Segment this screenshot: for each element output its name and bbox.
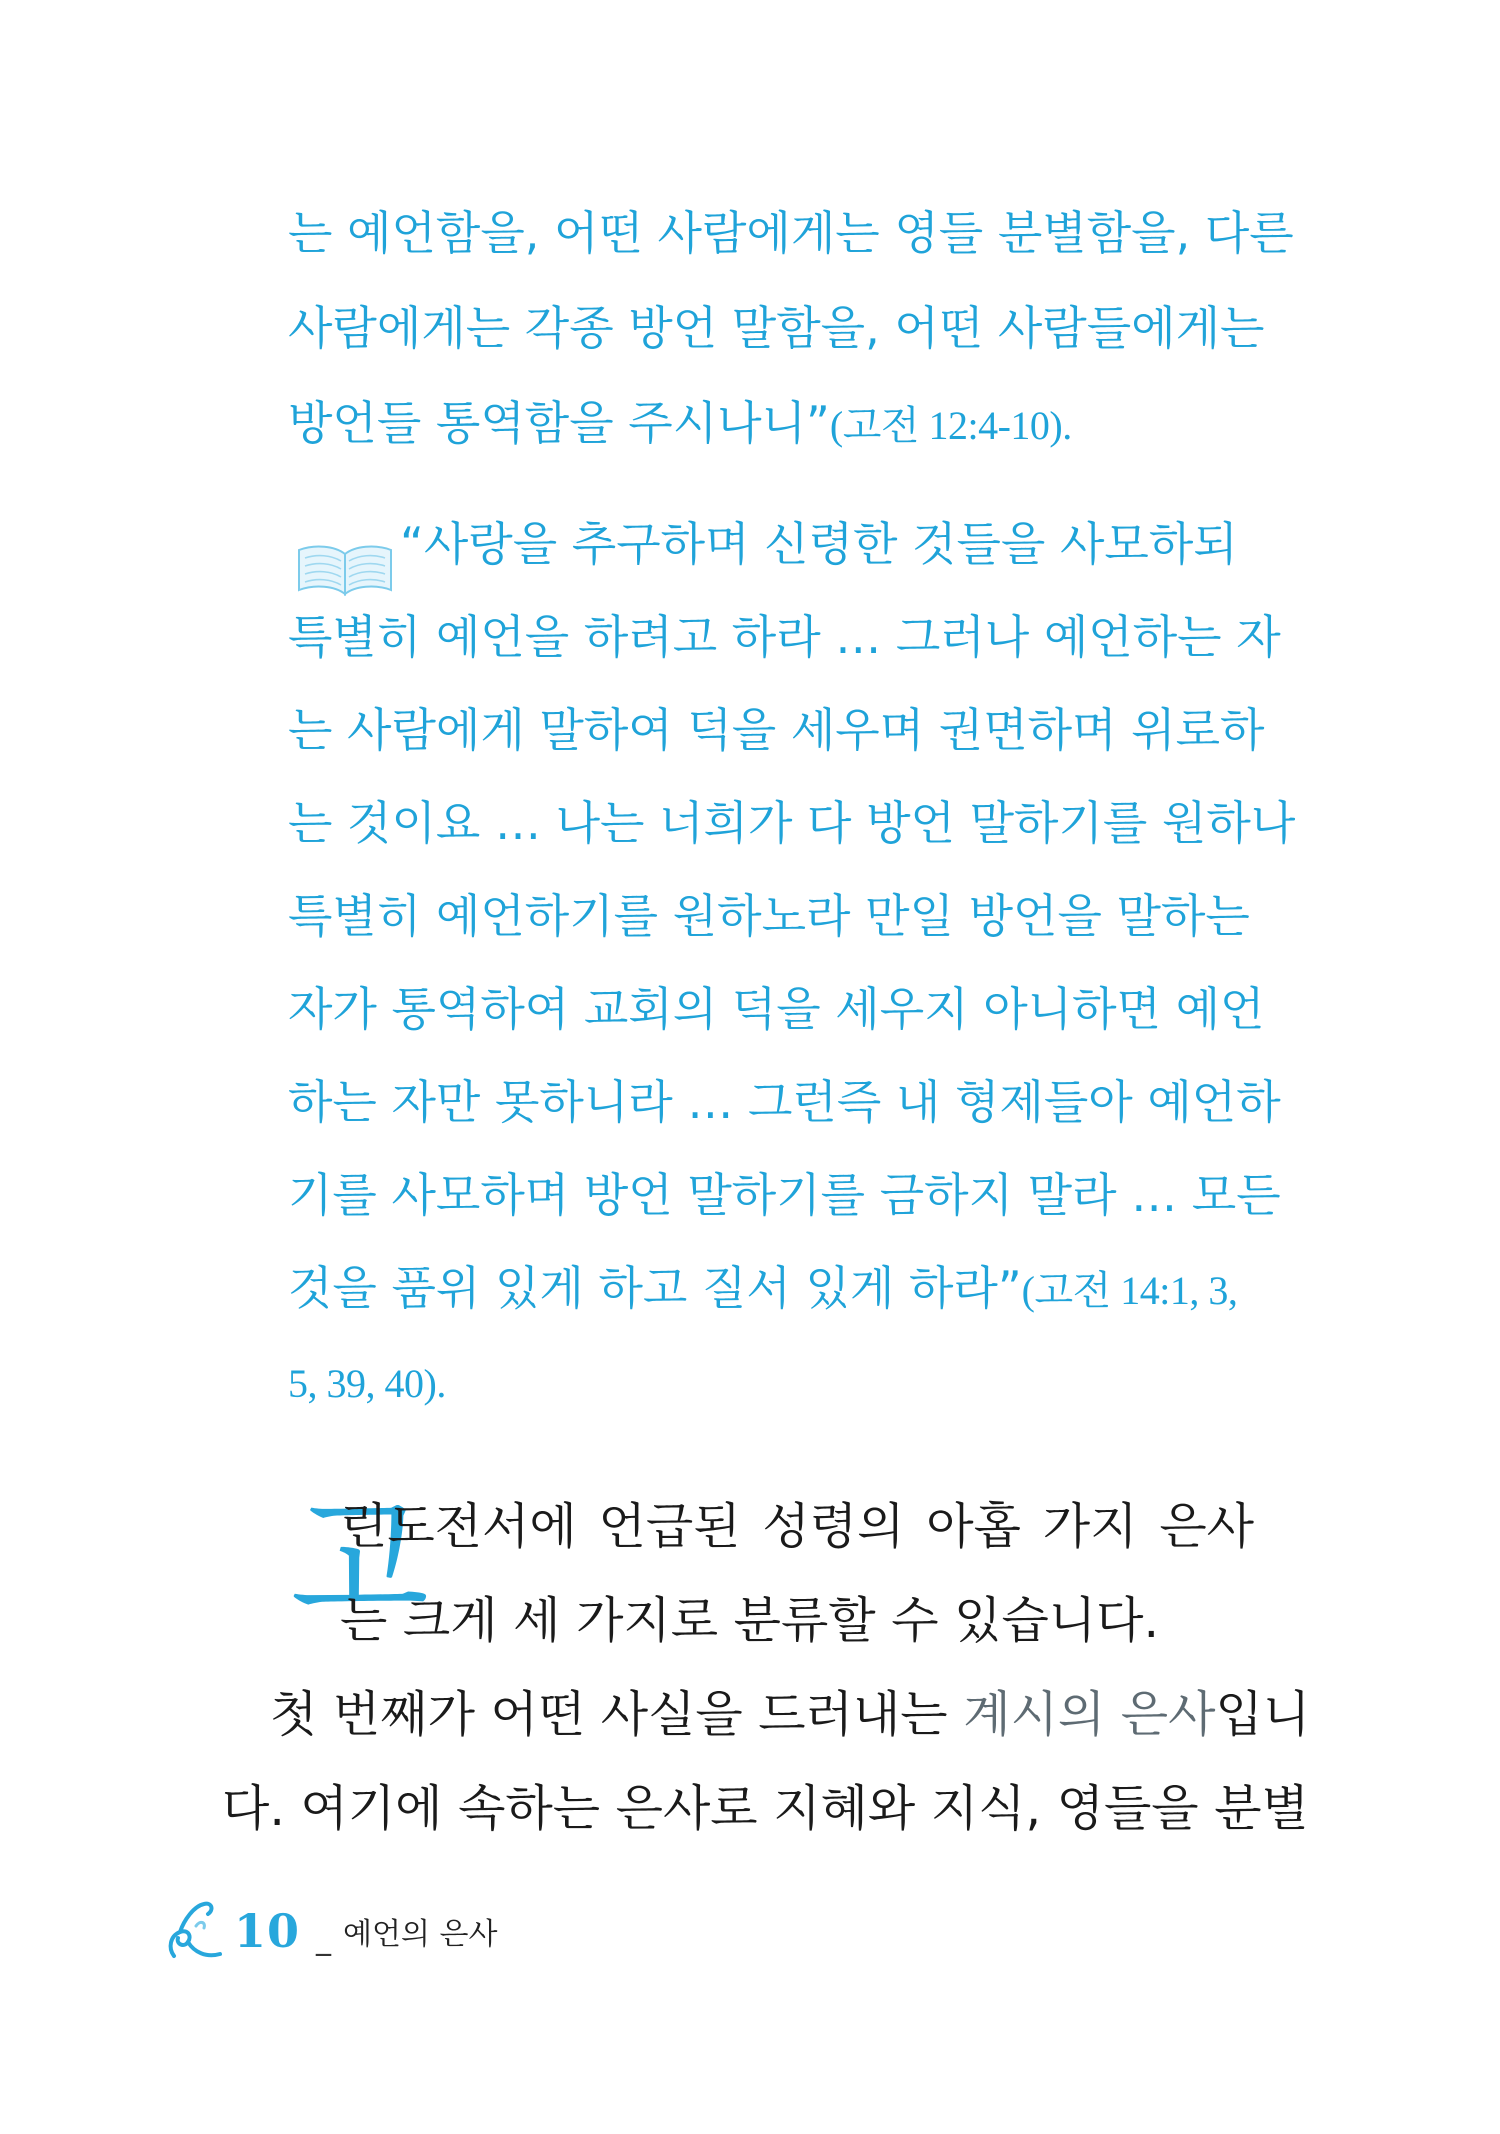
quote-line-text: 것을 품위 있게 하고 질서 있게 하라” bbox=[288, 1261, 1022, 1315]
quote-line bbox=[288, 1242, 1238, 1335]
quote-line-text: 방언들 통역함을 주시나니” bbox=[288, 396, 830, 450]
quote-line: 특별히 예언을 하려고 하라 … 그러나 예언하는 자 bbox=[288, 610, 1281, 664]
quote-line: “사랑을 추구하며 신령한 것들을 사모하되 bbox=[400, 517, 1238, 571]
running-title: 예언의 은사 bbox=[343, 1917, 498, 1952]
quote-line: 사람에게는 각종 방언 말함을, 어떤 사람들에게는 bbox=[288, 301, 1265, 355]
scripture-reference: (고전 14:1, 3, bbox=[1021, 1268, 1238, 1313]
scripture-quote-1 bbox=[288, 186, 1294, 471]
page-footer bbox=[160, 1896, 497, 1966]
quote-line: 자가 통역하여 교회의 덕을 세우지 아니하면 예언 bbox=[288, 982, 1265, 1036]
drop-cap: 고 bbox=[290, 1478, 430, 1646]
scripture-quote-2 bbox=[288, 498, 1296, 1428]
quote-line: 특별히 예언하기를 원하노라 만일 방언을 말하는 bbox=[288, 889, 1250, 943]
ornament-icon bbox=[160, 1896, 230, 1966]
quote-line: 는 것이요 … 나는 너희가 다 방언 말하기를 원하나 bbox=[288, 796, 1296, 850]
body-line: 다. 여기에 속하는 은사로 지혜와 지식, 영들을 분별 bbox=[222, 1780, 1309, 1837]
page-number: 10 bbox=[234, 1904, 301, 1958]
quote-line bbox=[288, 1335, 1228, 1428]
footer-separator: _ bbox=[316, 1921, 332, 1957]
body-text: 첫 번째가 어떤 사실을 드러내는 bbox=[270, 1686, 964, 1743]
body-line bbox=[222, 1668, 1311, 1762]
quote-line: 기를 사모하며 방언 말하기를 금하지 말라 … 모든 bbox=[288, 1168, 1281, 1222]
quote-line: 는 예언함을, 어떤 사람에게는 영들 분별함을, 다른 bbox=[288, 206, 1294, 260]
scripture-reference: 5, 39, 40). bbox=[288, 1361, 446, 1406]
body-line: 는 크게 세 가지로 분류할 수 있습니다. bbox=[340, 1592, 1160, 1649]
body-paragraph bbox=[222, 1480, 1311, 1856]
scripture-reference: (고전 12:4-10). bbox=[829, 403, 1072, 448]
quote-line bbox=[288, 376, 1228, 471]
quote-line: 는 사람에게 말하여 덕을 세우며 권면하며 위로하 bbox=[288, 703, 1265, 757]
quote-line: 하는 자만 못하니라 … 그런즉 내 형제들아 예언하 bbox=[288, 1075, 1281, 1129]
highlighted-term: 계시의 은사 bbox=[963, 1686, 1216, 1743]
body-line: 린도전서에 언급된 성령의 아홉 가지 은사 bbox=[340, 1498, 1254, 1555]
body-text: 입니 bbox=[1215, 1686, 1311, 1743]
